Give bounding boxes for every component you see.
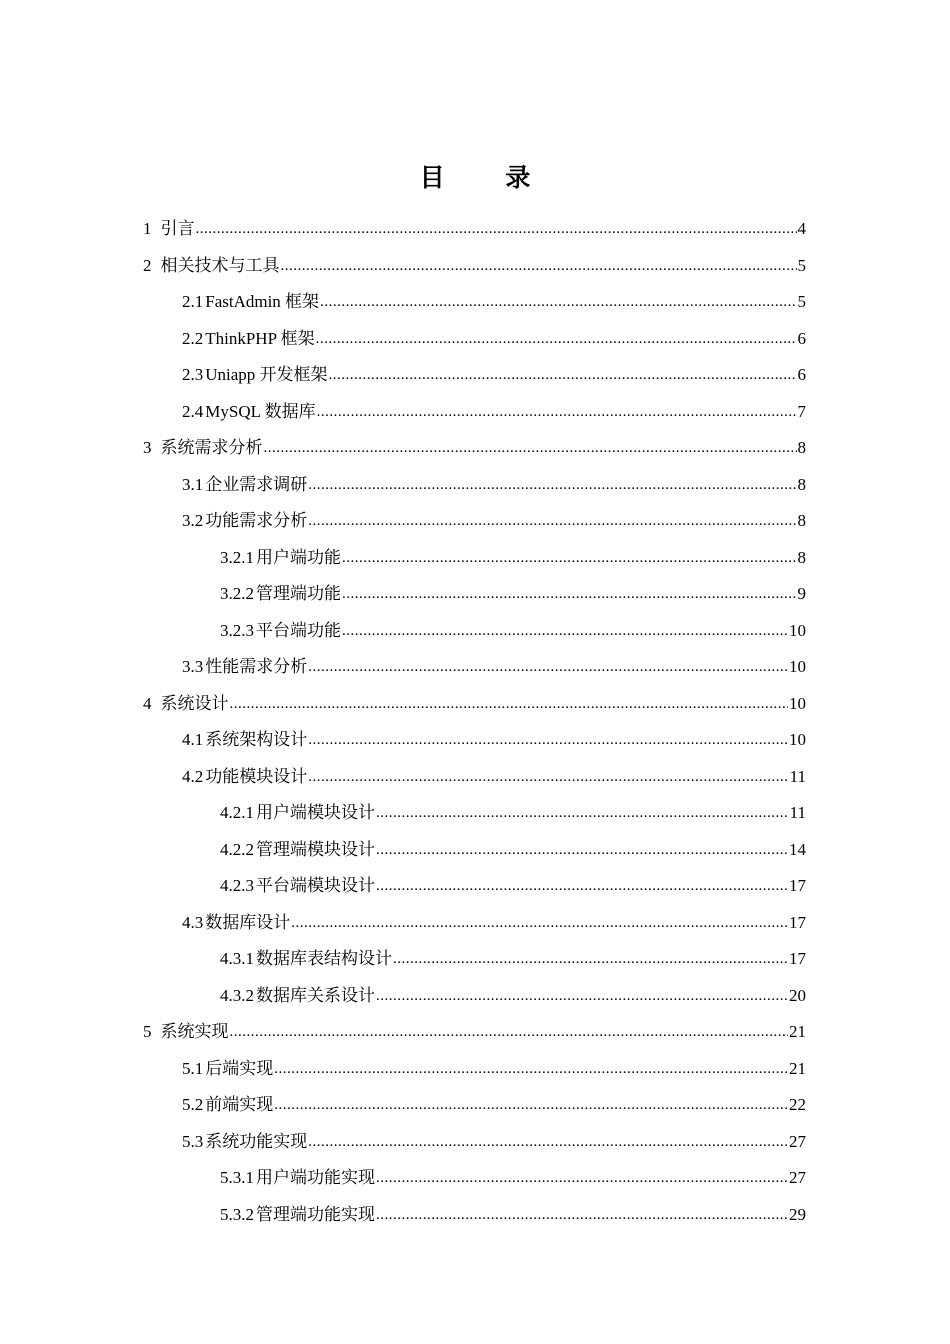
toc-entry-label — [220, 540, 341, 577]
toc-entry[interactable] — [0, 467, 806, 504]
toc-page-number: 8 — [797, 547, 806, 567]
toc-entry-label — [220, 978, 375, 1015]
toc-entry[interactable] — [0, 978, 806, 1015]
toc-page-number: 8 — [797, 511, 806, 531]
toc-page-number: 17 — [789, 876, 806, 896]
toc-dot-leader — [230, 1020, 789, 1037]
toc-section-number: 4.2.1 — [220, 803, 254, 823]
toc-entry[interactable] — [0, 394, 806, 431]
toc-section-number: 3.2 — [182, 511, 204, 531]
toc-section-number: 4.3 — [182, 912, 204, 932]
toc-section-title: 系统架构设计 — [205, 730, 308, 750]
toc-section-title: 前端实现 — [205, 1095, 274, 1115]
toc-entry[interactable] — [0, 357, 806, 394]
toc-section-title: 系统功能实现 — [205, 1131, 308, 1151]
toc-page-number: 11 — [789, 803, 806, 823]
toc-section-number: 4.3.1 — [220, 949, 254, 969]
toc-entry-label — [182, 321, 315, 358]
toc-dot-leader — [281, 254, 797, 271]
toc-dot-leader — [342, 582, 797, 599]
toc-entry[interactable] — [0, 722, 806, 759]
toc-dot-leader — [274, 1057, 788, 1074]
toc-page-number: 27 — [789, 1131, 806, 1151]
toc-page-number: 6 — [797, 328, 806, 348]
toc-page-number: 14 — [789, 839, 806, 859]
toc-section-number: 2.2 — [182, 328, 204, 348]
toc-dot-leader — [264, 436, 797, 453]
table-of-contents — [0, 211, 950, 1233]
toc-section-number: 3.2.1 — [220, 547, 254, 567]
toc-entry[interactable] — [0, 759, 806, 796]
toc-dot-leader — [317, 400, 797, 417]
toc-dot-leader — [376, 838, 788, 855]
toc-page-number: 10 — [789, 693, 806, 713]
toc-entry-label — [220, 1160, 375, 1197]
toc-dot-leader — [196, 217, 797, 234]
toc-page-number: 9 — [797, 584, 806, 604]
toc-dot-leader — [376, 1203, 788, 1220]
toc-entry[interactable] — [0, 905, 806, 942]
toc-entry-label — [220, 613, 341, 650]
toc-section-title: 性能需求分析 — [205, 657, 308, 677]
toc-entry[interactable] — [0, 1014, 806, 1051]
toc-entry-label — [143, 430, 263, 467]
toc-page-number: 11 — [789, 766, 806, 786]
toc-page-number: 8 — [797, 438, 806, 458]
toc-entry[interactable] — [0, 540, 806, 577]
toc-section-title: ThinkPHP 框架 — [205, 328, 315, 348]
toc-section-number: 2.1 — [182, 292, 204, 312]
toc-section-number: 4.2.3 — [220, 876, 254, 896]
toc-section-title: 平台端功能 — [256, 620, 341, 640]
toc-section-title: 数据库表结构设计 — [256, 949, 392, 969]
toc-page-number: 4 — [797, 219, 806, 238]
toc-section-title: 系统设计 — [160, 693, 229, 713]
toc-section-number: 3 — [143, 438, 152, 458]
toc-section-number: 4.2.2 — [220, 839, 254, 859]
toc-entry[interactable] — [0, 284, 806, 321]
toc-entry[interactable] — [0, 503, 806, 540]
toc-section-number: 4.1 — [182, 730, 204, 750]
toc-section-title: 相关技术与工具 — [160, 255, 280, 275]
toc-page-number: 10 — [789, 730, 806, 750]
toc-entry[interactable] — [0, 649, 806, 686]
toc-entry-label — [182, 722, 307, 759]
toc-section-number: 2.4 — [182, 401, 204, 421]
toc-entry-label — [143, 1014, 229, 1051]
toc-section-title: 功能模块设计 — [205, 766, 308, 786]
toc-page-number: 21 — [789, 1022, 806, 1042]
toc-page-number: 8 — [797, 474, 806, 494]
toc-section-title: 功能需求分析 — [205, 511, 308, 531]
toc-dot-leader — [376, 984, 788, 1001]
toc-section-number: 2.3 — [182, 365, 204, 385]
toc-entry-label — [182, 1124, 307, 1161]
toc-page-number: 22 — [789, 1095, 806, 1115]
toc-section-title: 管理端模块设计 — [256, 839, 375, 859]
toc-entry-label — [143, 248, 280, 285]
toc-section-title: 数据库设计 — [205, 912, 291, 932]
toc-entry-label — [182, 649, 307, 686]
toc-entry[interactable] — [0, 1197, 806, 1234]
toc-entry[interactable] — [0, 832, 806, 869]
toc-entry-label — [220, 576, 341, 613]
toc-entry-label — [220, 1197, 375, 1234]
toc-dot-leader — [308, 1130, 788, 1147]
toc-page-number: 5 — [797, 292, 806, 312]
toc-entry-label — [220, 832, 375, 869]
toc-page-number: 21 — [789, 1058, 806, 1078]
toc-dot-leader — [308, 728, 788, 745]
toc-entry-label — [182, 1087, 273, 1124]
toc-entry-label — [143, 211, 195, 248]
toc-section-number: 3.2.3 — [220, 620, 254, 640]
toc-dot-leader — [376, 1166, 788, 1183]
toc-page-number: 10 — [789, 657, 806, 677]
toc-dot-leader — [342, 546, 797, 563]
toc-dot-leader — [376, 874, 788, 891]
toc-entry-label — [220, 868, 375, 905]
toc-entry-label — [182, 357, 328, 394]
toc-section-title: 系统实现 — [160, 1022, 229, 1042]
toc-section-title: 引言 — [160, 219, 195, 238]
toc-entry-label — [220, 795, 375, 832]
toc-dot-leader — [342, 619, 788, 636]
toc-dot-leader — [291, 911, 788, 928]
toc-dot-leader — [320, 290, 796, 307]
toc-entry[interactable] — [0, 211, 806, 248]
toc-section-title: 系统需求分析 — [160, 438, 263, 458]
toc-entry[interactable] — [0, 686, 806, 723]
toc-page-number: 17 — [789, 949, 806, 969]
toc-entry[interactable] — [0, 868, 806, 905]
toc-section-number: 3.2.2 — [220, 584, 254, 604]
toc-section-title: FastAdmin 框架 — [205, 292, 320, 312]
toc-section-title: 平台端模块设计 — [256, 876, 375, 896]
toc-section-title: 用户端功能实现 — [256, 1168, 375, 1188]
toc-dot-leader — [274, 1093, 788, 1110]
toc-section-number: 4.3.2 — [220, 985, 254, 1005]
toc-dot-leader — [308, 509, 796, 526]
toc-entry[interactable] — [0, 430, 806, 467]
toc-entry[interactable] — [0, 576, 806, 613]
toc-entry-label — [143, 686, 229, 723]
toc-page-number: 5 — [797, 255, 806, 275]
toc-section-title: 用户端功能 — [256, 547, 341, 567]
toc-entry[interactable] — [0, 613, 806, 650]
page-title: 目 录 — [419, 163, 557, 192]
toc-dot-leader — [308, 473, 796, 490]
toc-section-number: 5.2 — [182, 1095, 204, 1115]
toc-dot-leader — [329, 363, 797, 380]
toc-entry-label — [182, 503, 307, 540]
toc-entry-label — [220, 941, 392, 978]
toc-dot-leader — [230, 692, 789, 709]
toc-dot-leader — [393, 947, 788, 964]
toc-section-title: 管理端功能实现 — [256, 1204, 375, 1224]
toc-entry[interactable] — [0, 321, 806, 358]
toc-section-number: 4 — [143, 693, 152, 713]
toc-section-title: 管理端功能 — [256, 584, 341, 604]
toc-section-title: 企业需求调研 — [205, 474, 308, 494]
toc-section-number: 2 — [143, 255, 152, 275]
toc-section-title: 数据库关系设计 — [256, 985, 375, 1005]
toc-entry-label — [182, 284, 319, 321]
toc-section-number: 5.1 — [182, 1058, 204, 1078]
toc-page-number: 27 — [789, 1168, 806, 1188]
toc-page-number: 29 — [789, 1204, 806, 1224]
toc-page-number: 20 — [789, 985, 806, 1005]
toc-page-number: 7 — [797, 401, 806, 421]
toc-entry[interactable] — [0, 1087, 806, 1124]
toc-section-title: 后端实现 — [205, 1058, 274, 1078]
toc-dot-leader — [308, 655, 788, 672]
toc-section-number: 5 — [143, 1022, 152, 1042]
toc-entry[interactable] — [0, 941, 806, 978]
toc-dot-leader — [316, 327, 797, 344]
toc-entry-label — [182, 759, 307, 796]
toc-section-number: 5.3 — [182, 1131, 204, 1151]
toc-section-number: 5.3.1 — [220, 1168, 254, 1188]
toc-section-number: 4.2 — [182, 766, 204, 786]
toc-entry-label — [182, 905, 290, 942]
toc-page-number: 6 — [797, 365, 806, 385]
toc-section-title: 用户端模块设计 — [256, 803, 375, 823]
toc-section-number: 3.1 — [182, 474, 204, 494]
toc-dot-leader — [376, 801, 789, 818]
toc-entry[interactable] — [0, 1051, 806, 1088]
toc-section-title: Uniapp 开发框架 — [205, 365, 328, 385]
toc-entry[interactable] — [0, 1124, 806, 1161]
toc-entry-label — [182, 394, 316, 431]
toc-entry[interactable] — [0, 248, 806, 285]
toc-page-number: 10 — [789, 620, 806, 640]
toc-entry-label — [182, 467, 307, 504]
toc-section-number: 5.3.2 — [220, 1204, 254, 1224]
toc-dot-leader — [308, 765, 788, 782]
toc-entry[interactable] — [0, 1160, 806, 1197]
toc-page-number: 17 — [789, 912, 806, 932]
toc-section-number: 3.3 — [182, 657, 204, 677]
toc-entry-label — [182, 1051, 273, 1088]
toc-section-number: 1 — [143, 219, 152, 238]
toc-section-title: MySQL 数据库 — [205, 401, 316, 421]
toc-entry[interactable] — [0, 795, 806, 832]
